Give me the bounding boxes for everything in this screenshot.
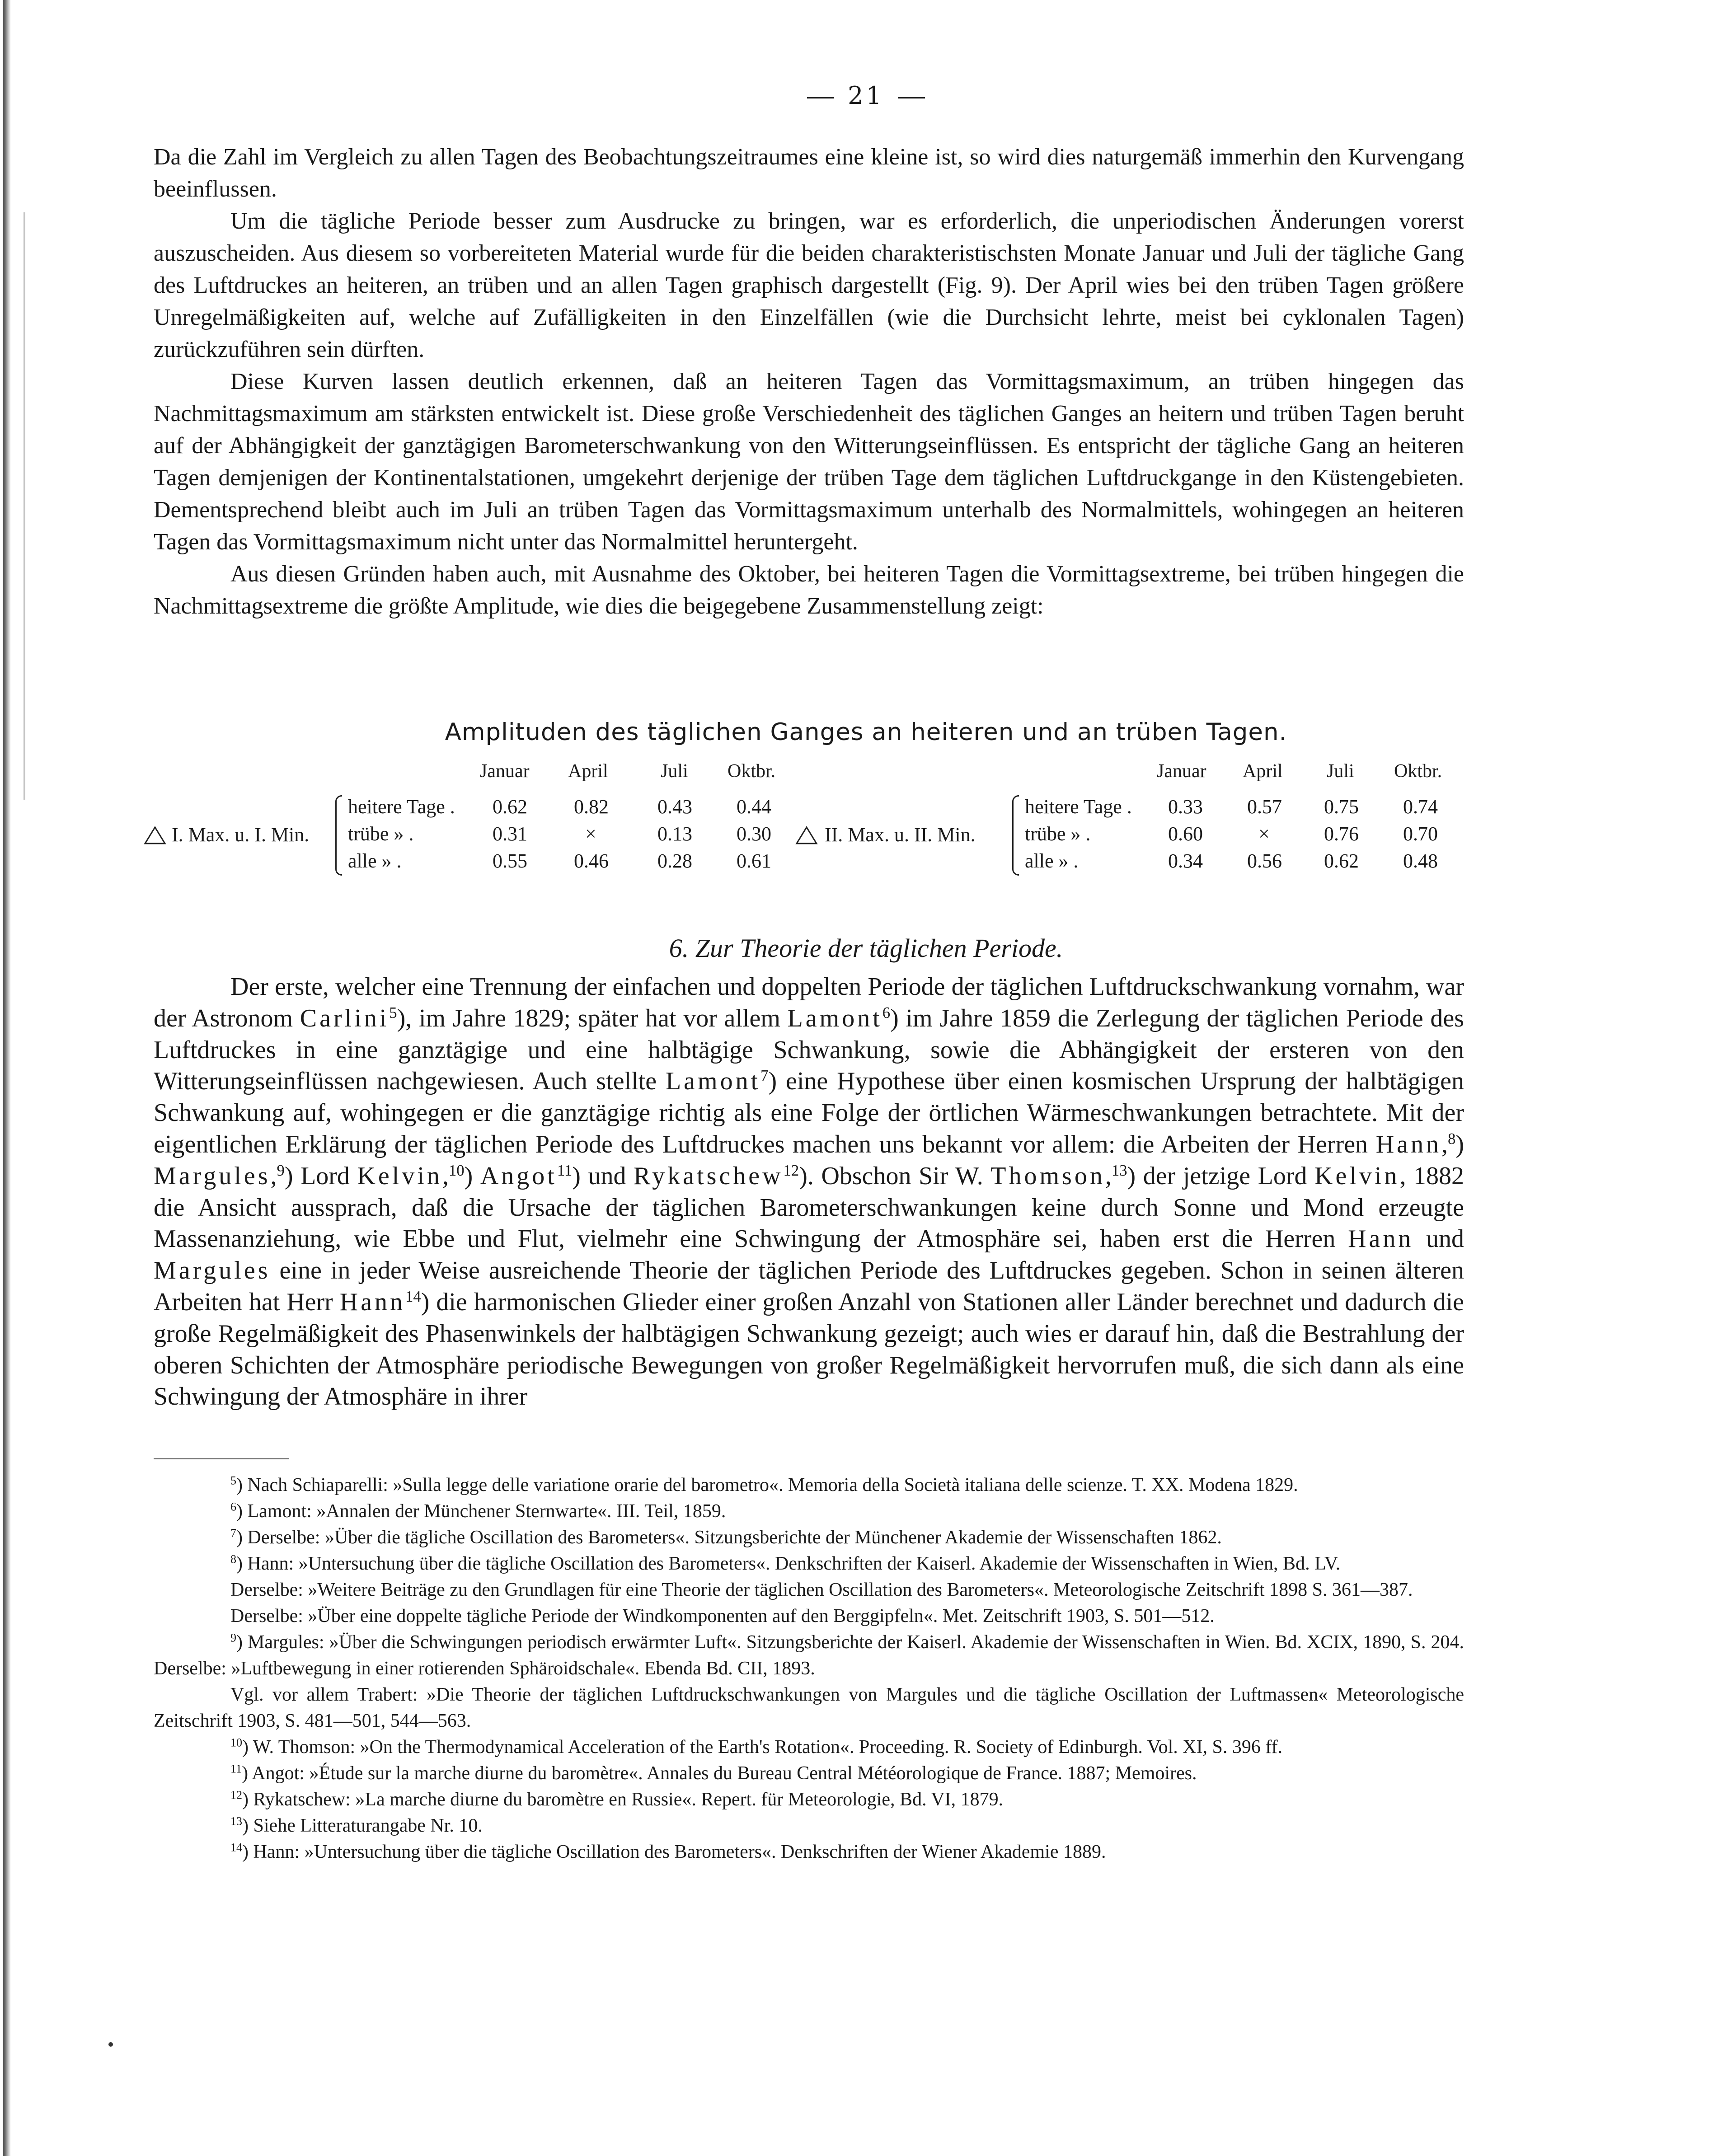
left-group-label: I. Max. u. I. Min. <box>172 824 310 846</box>
footnote: $^{10}$) W. Thomson: »On the Thermodynamical Acceleration of the Earth's Rotation«. Proceeding. R. Society of Edinburgh. Vol. XI, S. 396 ff. <box>230 1736 1283 1758</box>
brace <box>1012 795 1019 876</box>
author-name: Kelvin <box>1314 1162 1400 1190</box>
table-cell: 0.46 <box>574 850 609 872</box>
row-label: alle » . <box>1025 850 1079 872</box>
triangle-icon <box>144 826 166 845</box>
footnote: $^{14}$) Hann: »Untersuchung über die tägliche Oscillation des Barometers«. Denkschriften der Wiener Akademie 1889. <box>230 1841 1106 1862</box>
table-cell: × <box>1258 823 1270 845</box>
section-heading: 6. Zur Theorie der täglichen Periode. <box>669 933 1063 963</box>
author-name: Thomson <box>990 1162 1105 1190</box>
author-name: Carlini <box>300 1004 390 1032</box>
author-name: Hann <box>1375 1130 1441 1158</box>
table-cell: 0.56 <box>1247 850 1282 872</box>
table-cell: 0.43 <box>657 796 692 818</box>
footnote: $^{13}$) Siehe Litteraturangabe Nr. 10. <box>230 1814 483 1836</box>
row-label: trübe » . <box>348 823 414 845</box>
table-cell: 0.74 <box>1403 796 1438 818</box>
author-name: Hann <box>1348 1225 1414 1253</box>
table-cell: 0.76 <box>1324 823 1359 845</box>
paragraph: Um die tägliche Periode besser zum Ausdrucke zu bringen, war es erforderlich, die unperiodischen Änderungen vorerst auszuscheiden. Aus diesem so vorbereiteten Material wurde für die beiden charakteristischsten Monate Januar und Juli der tägliche Gang des Luftdruckes an heiteren, an trüben und an allen Tagen graphisch dargestellt (Fig. 9). Der April wies bei den trüben Tagen größere Unregelmäßigkeiten auf, welche auf Zufälligkeiten in den Einzelfällen (wie die Durchsicht lehrte, meist bei cyklonalen Tagen) zurückzuführen sein dürften. <box>154 208 1464 362</box>
table-cell: 0.70 <box>1403 823 1438 845</box>
column-header: Januar <box>480 761 530 782</box>
column-header: Oktbr. <box>1394 761 1442 782</box>
table-cell: × <box>585 823 596 845</box>
column-header: Juli <box>661 761 688 782</box>
table-cell: 0.61 <box>737 850 771 872</box>
footnote-ref: 6 <box>882 1003 891 1022</box>
table-cell: 0.60 <box>1168 823 1203 845</box>
table-cell: 0.34 <box>1168 850 1203 872</box>
author-name: Hann <box>339 1288 406 1316</box>
paragraph: Aus diesen Gründen haben auch, mit Ausnahme des Oktober, bei heiteren Tagen die Vormittagsextreme, bei trüben hingegen die Nachmittagsextreme die größte Amplitude, wie dies die beigegebene Zusammenstellung zeigt: <box>154 561 1464 619</box>
footnote: $^{12}$) Rykatschew: »La marche diurne du baromètre en Russie«. Repert. für Meteorologie, Bd. VI, 1879. <box>230 1788 1004 1810</box>
column-header: April <box>1243 761 1283 782</box>
table-cell: 0.75 <box>1324 796 1359 818</box>
paragraph: Der erste, welcher eine Trennung der einfachen und doppelten Periode der täglichen Luftdruckschwankung vornahm, war der Astronom Carlini$^5$), im Jahre 1829; später hat vor allem Lamont$^6$) im Jahre 1859 die Zerlegung der täglichen Periode des Luftdruckes in eine ganztägige und eine halbtägige Schwankung, sowie die Abhängigkeit der ersteren von den Witterungseinflüssen nachgewiesen. Auch stellte Lamont$^7$) eine Hypothese über einen kosmischen Ursprung der halbtägigen Schwankung auf, wohingegen er die ganztägige richtig als eine Folge der örtlichen Wärmeschwankungen betrachtete. Mit der eigentlichen Erklärung der täglichen Periode des Luftdruckes machen uns bekannt vor allem: die Arbeiten der Herren Hann,$^8$) Margules,$^9$) Lord Kelvin,$^{10}$) Angot$^{11}$) und Rykatschew$^{12}$). Obschon Sir W. Thomson,$^{13}$) der jetzige Lord Kelvin, 1882 die Ansicht aussprach, daß die Ursache der täglichen Barometerschwankungen keine durch Sonne und Mond erzeugte Massenanziehung, wie Ebbe und Flut, vielmehr eine Schwingung der Atmosphäre sei, haben erst die Herren Hann und Margules eine in jeder Weise ausreichende Theorie der täglichen Periode des Luftdruckes gegeben. Schon in seinen älteren Arbeiten hat Herr Hann$^{14}$) die harmonischen Glieder einer großen Anzahl von Stationen aller Länder berechnet und dadurch die große Regelmäßigkeit des Phasenwinkels der halbtägigen Schwankung gezeigt; auch wies er darauf hin, daß die Bestrahlung der oberen Schichten der Atmosphäre periodische Bewegungen von großer Regelmäßigkeit hervorrufen muß, die sich dann als eine Schwingung der Atmosphäre in ihrer <box>154 973 1464 1411</box>
footnote: $^6$) Lamont: »Annalen der Münchener Sternwarte«. III. Teil, 1859. <box>230 1500 726 1522</box>
footnote-divider <box>154 1458 289 1459</box>
table-cell: 0.57 <box>1247 796 1282 818</box>
column-header: Oktbr. <box>728 761 776 782</box>
footnote-ref: 13 <box>1111 1161 1127 1179</box>
row-label: alle » . <box>348 850 402 872</box>
column-header: Juli <box>1327 761 1354 782</box>
table-cell: 0.55 <box>493 850 527 872</box>
footnote-ref: 14 <box>405 1287 421 1305</box>
intro-text <box>154 141 1464 622</box>
paragraph: Da die Zahl im Vergleich zu allen Tagen des Beobachtungszeitraumes eine kleine ist, so wird dies naturgemäß immerhin den Kurvengang beeinflussen. <box>154 144 1464 202</box>
triangle-icon <box>795 826 818 845</box>
column-header: April <box>568 761 608 782</box>
paragraph: Diese Kurven lassen deutlich erkennen, daß an heiteren Tagen das Vormittagsmaximum, an trüben hingegen das Nachmittagsmaximum am stärksten entwickelt ist. Diese große Verschiedenheit des täglichen Ganges an heitern und trüben Tagen beruht auf der Abhängigkeit der ganztägigen Barometerschwankung von den Witterungseinflüssen. Es entspricht der tägliche Gang an heiteren Tagen demjenigen der Kontinentalstationen, umgekehrt derjenige der trüben Tage dem täglichen Luftdruckgange in den Küstengebieten. Dementsprechend bleibt auch im Juli an trüben Tagen das Vormittagsmaximum unterhalb des Normalmittels, wohingegen an heiteren Tagen das Vormittagsmaximum nicht unter das Normalmittel heruntergeht. <box>154 369 1464 555</box>
footnote: Derselbe: »Weitere Beiträge zu den Grundlagen für eine Theorie der täglichen Oscillation des Barometers«. Meteorologische Zeitschrift 1898 S. 361—387. <box>230 1580 1413 1600</box>
author-name: Lamont <box>787 1004 882 1032</box>
table-cell: 0.30 <box>737 823 771 845</box>
table-title: Amplituden des täglichen Ganges an heiteren und an trüben Tagen. <box>445 718 1287 746</box>
author-name: Margules <box>154 1162 271 1190</box>
author-name: Margules <box>154 1256 271 1285</box>
table-cell: 0.28 <box>657 850 692 872</box>
footnote-ref: 7 <box>760 1067 769 1085</box>
table-cell: 0.13 <box>657 823 692 845</box>
page-number: 21 <box>0 81 1732 110</box>
theory-text <box>154 971 1464 1413</box>
footnote: $^9$) Margules: »Über die Schwingungen periodisch erwärmter Luft«. Sitzungsberichte der Kaiserl. Akademie der Wissenschaften in Wien. Bd. XCIX, 1890, S. 204. Derselbe: »Luftbewegung in einer rotierenden Sphäroidschale«. Ebenda Bd. CII, 1893. <box>154 1631 1464 1679</box>
author-name: Angot <box>480 1162 557 1190</box>
row-label: heitere Tage . <box>348 796 455 818</box>
footnote: $^7$) Derselbe: »Über die tägliche Oscillation des Barometers«. Sitzungsberichte der Münchener Akademie der Wissenschaften 1862. <box>230 1526 1222 1548</box>
footnote-ref: 8 <box>1447 1130 1456 1148</box>
right-group-label: II. Max. u. II. Min. <box>825 824 976 846</box>
table-cell: 0.62 <box>493 796 527 818</box>
table-cell: 0.48 <box>1403 850 1438 872</box>
footnote-ref: 12 <box>783 1161 799 1179</box>
row-label: heitere Tage . <box>1025 796 1132 818</box>
binding-edge <box>3 0 11 2156</box>
footnote: $^5$) Nach Schiaparelli: »Sulla legge delle variatione orarie del barometro«. Memoria della Società italiana delle scienze. T. XX. Modena 1829. <box>230 1474 1298 1495</box>
scan-artifact <box>23 212 25 800</box>
table-cell: 0.82 <box>574 796 609 818</box>
table-cell: 0.44 <box>737 796 771 818</box>
footnotes <box>154 1472 1464 1865</box>
footnote-ref: 5 <box>389 1003 397 1022</box>
footnote: $^{11}$) Angot: »Étude sur la marche diurne du baromètre«. Annales du Bureau Central Météorologique de France. 1887; Memoires. <box>230 1762 1197 1784</box>
author-name: Rykatschew <box>634 1162 784 1190</box>
table-cell: 0.31 <box>493 823 527 845</box>
footnote-ref: 11 <box>557 1161 573 1179</box>
table-cell: 0.62 <box>1324 850 1359 872</box>
footnote-ref: 10 <box>448 1161 465 1179</box>
column-header: Januar <box>1157 761 1206 782</box>
footnote: Vgl. vor allem Trabert: »Die Theorie der täglichen Luftdruckschwankungen von Margules und die tägliche Oscillation der Luftmassen« Meteorologische Zeitschrift 1903, S. 481—501, 544—563. <box>154 1684 1464 1731</box>
ink-speck <box>108 2042 113 2047</box>
author-name: Kelvin <box>357 1162 442 1190</box>
row-label: trübe » . <box>1025 823 1091 845</box>
author-name: Lamont <box>665 1067 761 1096</box>
footnote: Derselbe: »Über eine doppelte tägliche Periode der Windkomponenten auf den Berggipfeln«. Met. Zeitschrift 1903, S. 501—512. <box>230 1606 1215 1626</box>
table-cell: 0.33 <box>1168 796 1203 818</box>
footnote-ref: 9 <box>277 1161 285 1179</box>
footnote: $^8$) Hann: »Untersuchung über die tägliche Oscillation des Barometers«. Denkschriften der Kaiserl. Akademie der Wissenschaften in Wien, Bd. LV. <box>230 1552 1341 1574</box>
brace <box>335 795 342 876</box>
